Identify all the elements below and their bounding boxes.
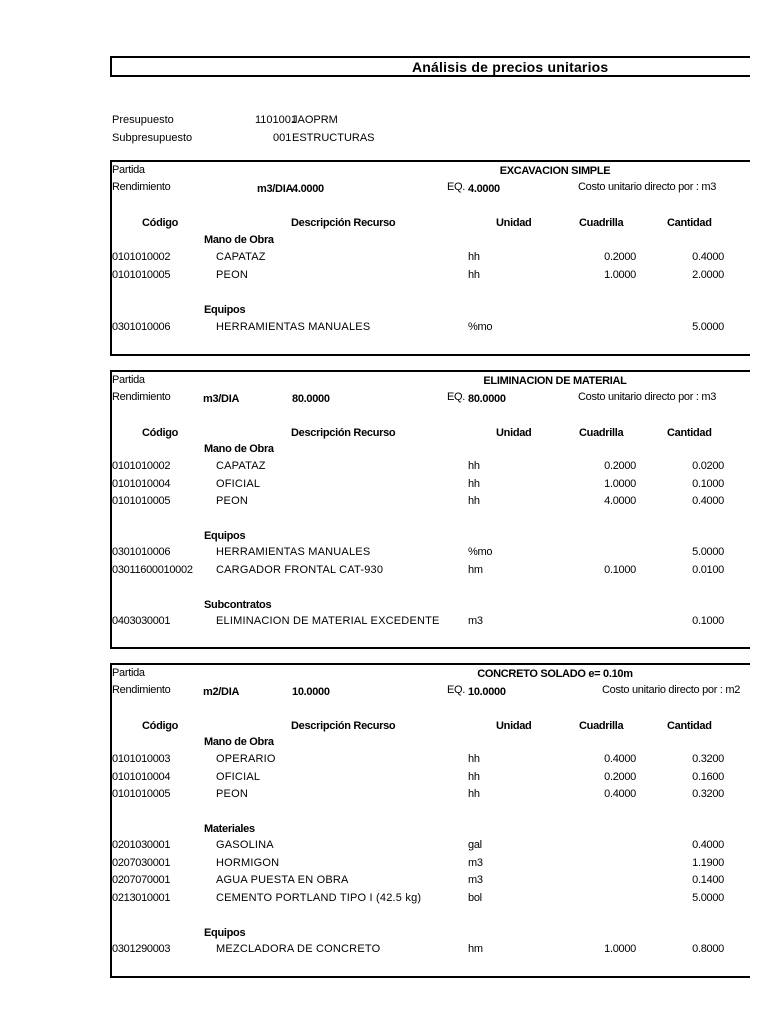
row-code: 0213010001 — [112, 891, 171, 904]
presupuesto-code: 1101001 — [255, 114, 298, 126]
row-cuadrilla: 4.0000 — [604, 495, 636, 507]
row-code: 0301010006 — [112, 321, 171, 333]
row-description: OFICIAL — [216, 770, 261, 783]
rendimiento-unit: m2/DIA — [203, 686, 240, 698]
section-title: Equipos — [204, 530, 246, 542]
row-description: AGUA PUESTA EN OBRA — [216, 874, 349, 886]
row-unit: hh — [468, 788, 480, 800]
eq-value: 80.0000 — [468, 393, 506, 405]
row-cantidad: 5.0000 — [692, 891, 724, 904]
row-code: 0101010005 — [112, 268, 171, 281]
rendimiento-value: 4.0000 — [292, 183, 324, 195]
row-cuadrilla: 0.2000 — [604, 460, 636, 472]
row-cantidad: 0.8000 — [692, 943, 724, 955]
row-cantidad: 2.0000 — [692, 268, 724, 281]
partida-label: Partida — [112, 164, 145, 176]
rendimiento-label: Rendimiento — [112, 684, 171, 696]
row-cantidad: 5.0000 — [692, 546, 724, 558]
row-description: CAPATAZ — [216, 251, 266, 263]
row-code: 0207070001 — [112, 874, 171, 886]
row-code: 0101010004 — [112, 770, 171, 783]
row-cantidad: 0.4000 — [692, 495, 724, 507]
presupuesto-label: Presupuesto — [112, 114, 174, 126]
row-cantidad: 0.1400 — [692, 874, 724, 886]
row-unit: m3 — [468, 856, 483, 869]
row-unit: hh — [468, 753, 480, 765]
partida-label: Partida — [112, 374, 145, 386]
row-cantidad: 0.3200 — [692, 753, 724, 765]
row-description: HERRAMIENTAS MANUALES — [216, 321, 371, 333]
row-code: 0201030001 — [112, 839, 171, 851]
rendimiento-unit: m3/DIA — [203, 393, 240, 405]
row-unit: hm — [468, 943, 483, 955]
col-header-cantidad: Cantidad — [667, 720, 712, 732]
row-cuadrilla: 0.4000 — [604, 753, 636, 765]
row-unit: hh — [468, 268, 480, 281]
col-header-cuadrilla: Cuadrilla — [579, 217, 624, 229]
row-unit: gal — [468, 839, 482, 851]
row-description: PEON — [216, 268, 248, 281]
col-header-codigo: Código — [142, 427, 179, 439]
row-description: OPERARIO — [216, 753, 276, 765]
row-code: 0101010002 — [112, 460, 171, 472]
section-title: Mano de Obra — [204, 234, 274, 246]
row-cantidad: 0.3200 — [692, 788, 724, 800]
eq-value: 10.0000 — [468, 686, 506, 698]
presupuesto-name: JAOPRM — [292, 114, 338, 126]
row-code: 0101010003 — [112, 753, 171, 765]
row-description: CARGADOR FRONTAL CAT-930 — [216, 563, 384, 576]
row-description: MEZCLADORA DE CONCRETO — [216, 943, 381, 955]
row-cantidad: 0.4000 — [692, 839, 724, 851]
col-header-cuadrilla: Cuadrilla — [579, 427, 624, 439]
row-description: HERRAMIENTAS MANUALES — [216, 546, 371, 558]
subpresupuesto-name: ESTRUCTURAS — [292, 132, 375, 144]
row-description: OFICIAL — [216, 477, 261, 490]
row-cantidad: 0.1000 — [692, 477, 724, 490]
row-cantidad: 5.0000 — [692, 321, 724, 333]
subpresupuesto-code: 001 — [273, 132, 292, 144]
row-code: 0101010002 — [112, 251, 171, 263]
section-title: Equipos — [204, 927, 246, 939]
partida-name: CONCRETO SOLADO e= 0.10m — [477, 668, 633, 680]
row-cuadrilla: 1.0000 — [604, 477, 636, 490]
section-title: Equipos — [204, 304, 246, 316]
row-code: 0101010004 — [112, 477, 171, 490]
row-description: PEON — [216, 495, 248, 507]
eq-label: EQ. — [447, 684, 466, 696]
eq-label: EQ. — [447, 391, 466, 403]
col-header-cantidad: Cantidad — [667, 217, 712, 229]
row-cuadrilla: 0.2000 — [604, 251, 636, 263]
row-cantidad: 0.0100 — [692, 563, 724, 576]
row-cuadrilla: 0.2000 — [604, 770, 636, 783]
row-cantidad: 0.4000 — [692, 251, 724, 263]
eq-value: 4.0000 — [468, 183, 500, 195]
row-cantidad: 0.0200 — [692, 460, 724, 472]
row-description: PEON — [216, 788, 248, 800]
col-header-unidad: Unidad — [496, 217, 532, 229]
rendimiento-label: Rendimiento — [112, 391, 171, 403]
row-code: 0301010006 — [112, 546, 171, 558]
partida-label: Partida — [112, 667, 145, 679]
eq-label: EQ. — [447, 181, 466, 193]
row-cuadrilla: 0.4000 — [604, 788, 636, 800]
row-unit: %mo — [468, 546, 493, 558]
subpresupuesto-label: Subpresupuesto — [112, 132, 193, 144]
partida-name: EXCAVACION SIMPLE — [499, 165, 611, 177]
row-unit: hh — [468, 495, 480, 507]
row-description: CEMENTO PORTLAND TIPO I (42.5 kg) — [216, 891, 422, 904]
col-header-unidad: Unidad — [496, 427, 532, 439]
row-code: 0207030001 — [112, 856, 171, 869]
row-unit: m3 — [468, 615, 483, 627]
rendimiento-value: 10.0000 — [292, 686, 330, 698]
row-cantidad: 0.1600 — [692, 770, 724, 783]
row-cuadrilla: 1.0000 — [604, 943, 636, 955]
row-code: 0101010005 — [112, 495, 171, 507]
section-title: Materiales — [204, 823, 255, 835]
costo-unitario-label: Costo unitario directo por : m3 — [578, 391, 717, 403]
row-cantidad: 1.1900 — [692, 856, 724, 869]
col-header-unidad: Unidad — [496, 720, 532, 732]
costo-unitario-label: Costo unitario directo por : m3 — [578, 181, 717, 193]
row-code: 0301290003 — [112, 943, 171, 955]
row-description: HORMIGON — [216, 856, 280, 869]
rendimiento-unit: m3/DIA — [257, 183, 294, 195]
row-code: 0403030001 — [112, 615, 171, 627]
row-description: GASOLINA — [216, 839, 274, 851]
col-header-codigo: Código — [142, 720, 179, 732]
row-unit: hh — [468, 770, 480, 783]
row-description: ELIMINACION DE MATERIAL EXCEDENTE — [216, 615, 440, 627]
row-description: CAPATAZ — [216, 460, 266, 472]
row-unit: hm — [468, 563, 483, 576]
partida-name: ELIMINACION DE MATERIAL — [483, 375, 627, 387]
row-unit: hh — [468, 477, 480, 490]
row-unit: bol — [468, 891, 482, 904]
row-cuadrilla: 1.0000 — [604, 268, 636, 281]
row-code: 0101010005 — [112, 788, 171, 800]
costo-unitario-label: Costo unitario directo por : m2 — [602, 684, 741, 696]
col-header-cantidad: Cantidad — [667, 427, 712, 439]
section-title: Subcontratos — [204, 599, 272, 611]
col-header-codigo: Código — [142, 217, 179, 229]
row-cuadrilla: 0.1000 — [604, 563, 636, 576]
col-header-descripcion: Descripción Recurso — [291, 720, 396, 732]
col-header-descripcion: Descripción Recurso — [291, 427, 396, 439]
col-header-cuadrilla: Cuadrilla — [579, 720, 624, 732]
row-cantidad: 0.1000 — [692, 615, 724, 627]
section-title: Mano de Obra — [204, 736, 274, 748]
row-unit: m3 — [468, 874, 483, 886]
rendimiento-value: 80.0000 — [292, 393, 330, 405]
rendimiento-label: Rendimiento — [112, 181, 171, 193]
page-title: Análisis de precios unitarios — [412, 59, 609, 75]
row-unit: %mo — [468, 321, 493, 333]
row-unit: hh — [468, 251, 480, 263]
row-unit: hh — [468, 460, 480, 472]
section-title: Mano de Obra — [204, 443, 274, 455]
row-code: 03011600010002 — [112, 563, 193, 576]
col-header-descripcion: Descripción Recurso — [291, 217, 396, 229]
